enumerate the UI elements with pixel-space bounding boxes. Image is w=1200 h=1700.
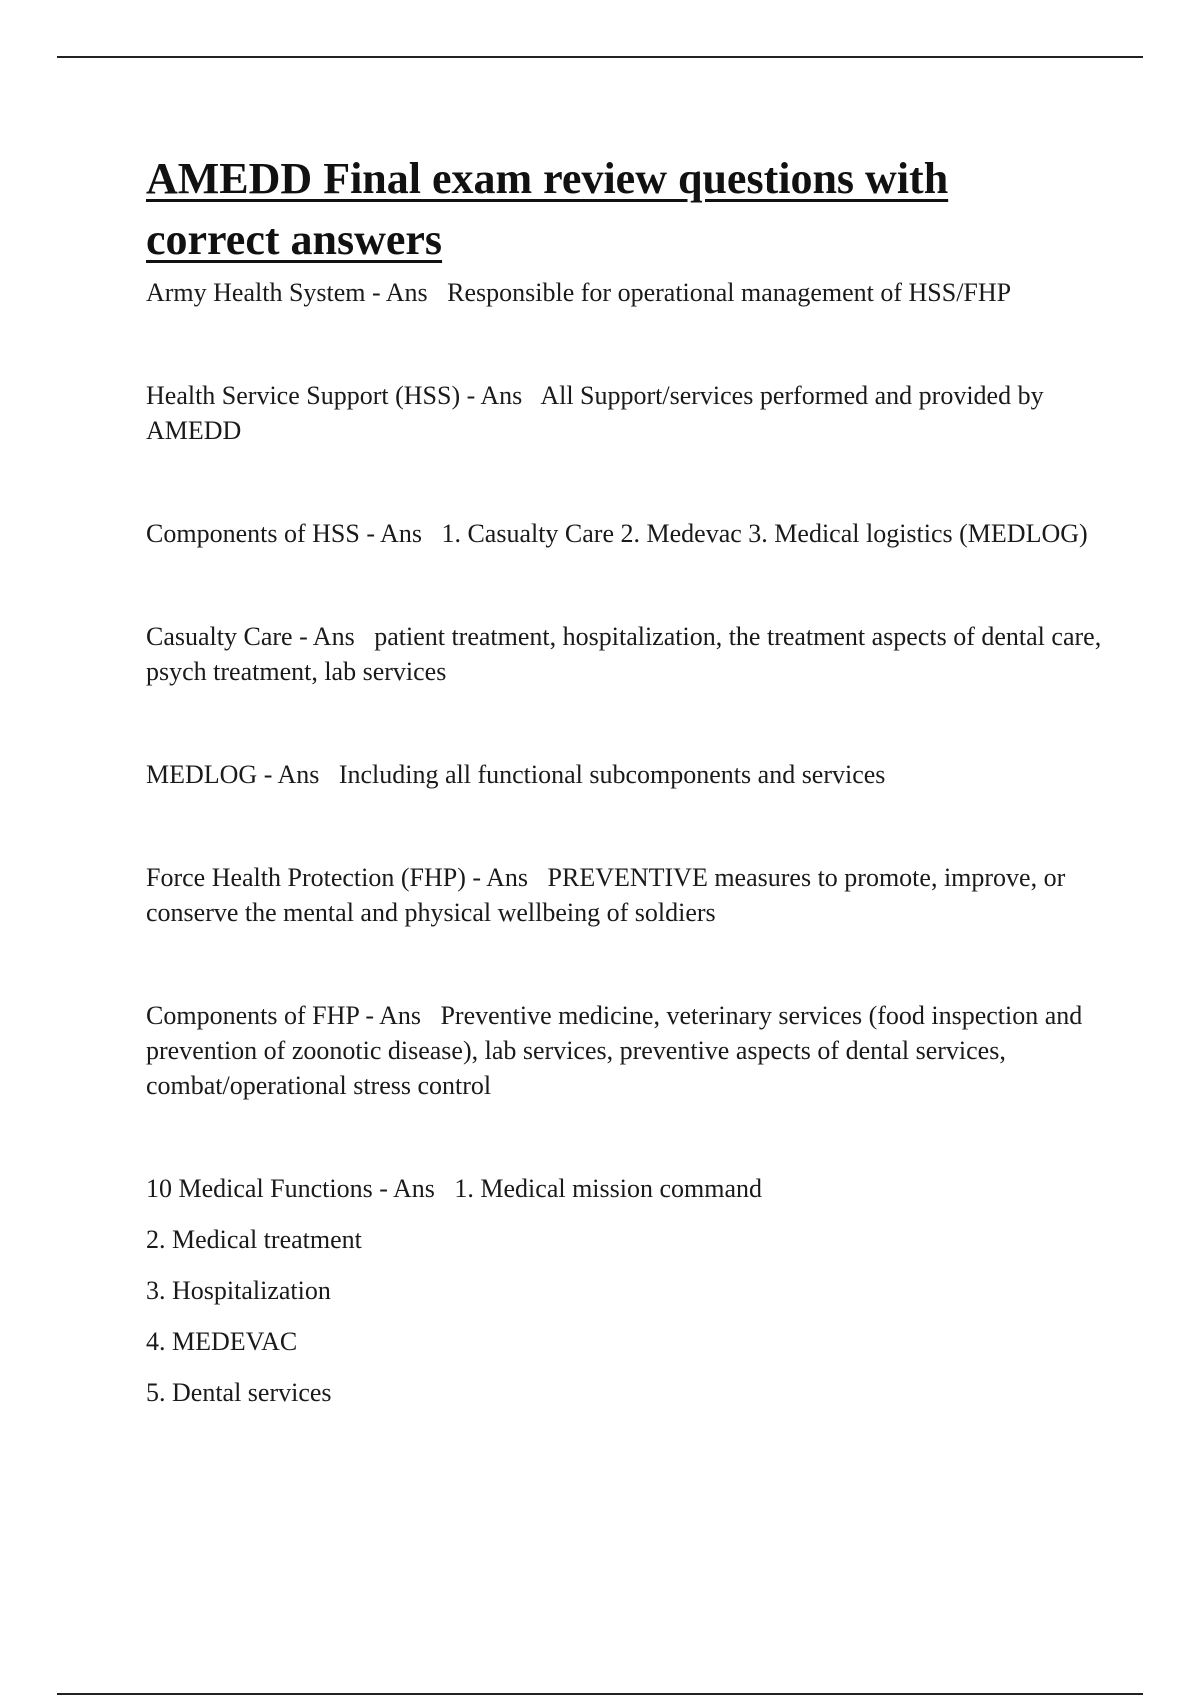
qa-answer: 1. Medical mission command: [454, 1174, 763, 1203]
qa-entry-medlog: [146, 757, 1106, 792]
qa-term: 10 Medical Functions: [146, 1174, 373, 1203]
qa-list: [146, 275, 1106, 1410]
document-body: [146, 148, 1106, 1426]
qa-answer: 1. Casualty Care 2. Medevac 3. Medical logistics (MEDLOG): [441, 519, 1088, 548]
qa-term: MEDLOG: [146, 760, 258, 789]
medical-function-item: 2. Medical treatment: [146, 1225, 362, 1254]
qa-separator: - Ans: [359, 519, 442, 548]
qa-separator: - Ans: [465, 863, 548, 892]
qa-term: Casualty Care: [146, 622, 293, 651]
qa-separator: - Ans: [460, 381, 541, 410]
qa-entry-components-of-fhp: [146, 998, 1106, 1103]
qa-separator: - Ans: [292, 622, 375, 651]
top-divider: [57, 56, 1143, 58]
qa-separator: - Ans: [358, 1001, 441, 1030]
qa-entry-army-health-system: [146, 275, 1106, 310]
qa-answer: patient treatment, hospitalization, the treatment aspects of dental care, psych treatment, lab services: [146, 622, 1102, 686]
qa-answer: Responsible for operational management of HSS/FHP: [447, 278, 1012, 307]
document-title: AMEDD Final exam review questions with correct answers: [146, 154, 949, 264]
qa-answer: Including all functional subcomponents and services: [338, 760, 886, 789]
qa-entry-force-health-protection: [146, 860, 1106, 930]
qa-separator: - Ans: [257, 760, 339, 789]
qa-entry-casualty-care: [146, 619, 1106, 689]
qa-term: Health Service Support (HSS): [146, 381, 461, 410]
medical-function-item: 5. Dental services: [146, 1378, 332, 1407]
medical-function-item: 4. MEDEVAC: [146, 1327, 298, 1356]
qa-entry-health-service-support: [146, 378, 1106, 448]
qa-term: Components of HSS: [146, 519, 360, 548]
qa-entry-components-of-hss: [146, 516, 1106, 551]
qa-answer: Preventive medicine, veterinary services (food inspection and prevention of zoonotic disease), lab services, preventive aspects of dental services, combat/operational stress control: [146, 1001, 1083, 1100]
qa-answer: PREVENTIVE measures to promote, improve, or conserve the mental and physical wellbeing of soldiers: [146, 863, 1066, 927]
qa-answer: All Support/services performed and provided by AMEDD: [146, 381, 1044, 445]
medical-function-item: 3. Hospitalization: [146, 1276, 331, 1305]
qa-separator: - Ans: [365, 278, 448, 307]
qa-term: Force Health Protection (FHP): [146, 863, 466, 892]
qa-term: Army Health System: [146, 278, 366, 307]
bottom-divider: [57, 1693, 1143, 1695]
qa-term: Components of FHP: [146, 1001, 359, 1030]
qa-separator: - Ans: [372, 1174, 455, 1203]
qa-entry-medical-functions: [146, 1171, 1106, 1206]
medical-functions-list: [146, 1222, 1106, 1410]
